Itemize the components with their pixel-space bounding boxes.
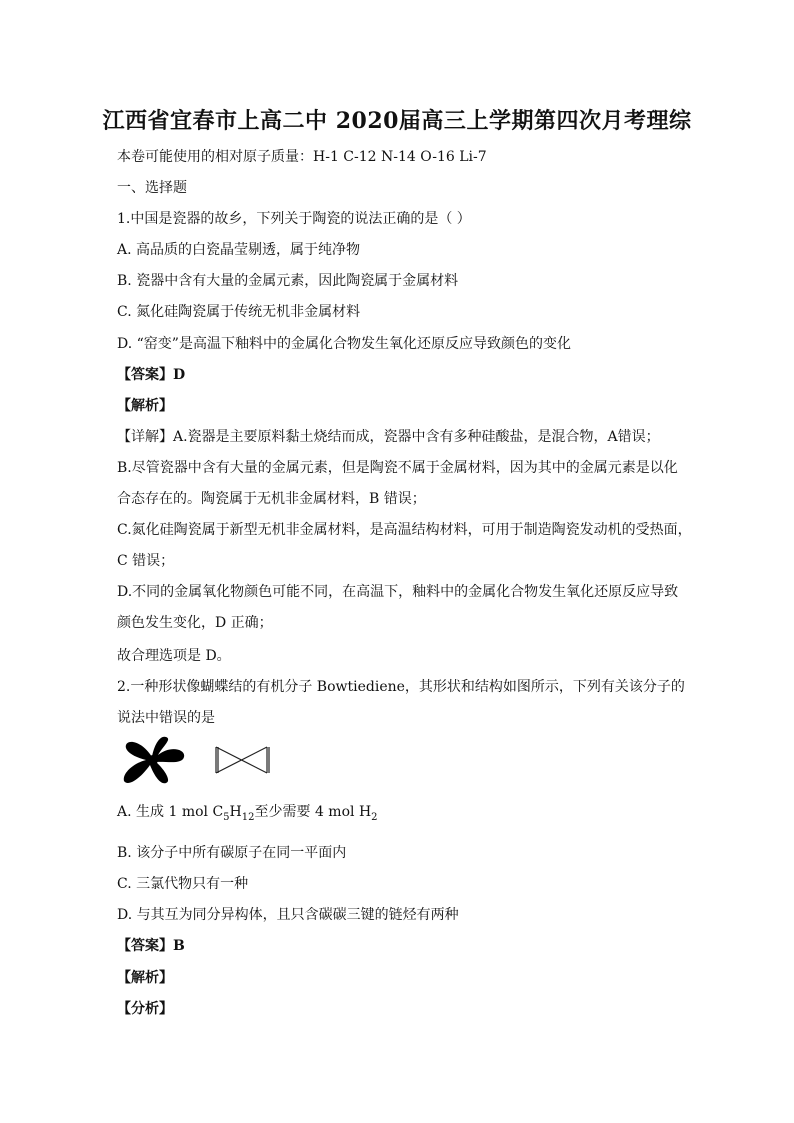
page-title: 江西省宜春市上高二中 2020届高三上学期第四次月考理综 (102, 108, 692, 134)
q1-option-c: C. 氮化硅陶瓷属于传统无机非金属材料 (117, 304, 361, 320)
section-heading: 一、选择题 (117, 180, 187, 196)
q1-option-a: A. 高品质的白瓷晶莹剔透，属于纯净物 (117, 242, 361, 258)
q1-conclusion: 故合理选项是 D。 (117, 648, 231, 664)
q2-fenxi-heading: 【分析】 (117, 1001, 173, 1017)
q1-detail-b-line2: 合态存在的。陶瓷属于无机非金属材料，B 错误； (117, 491, 426, 507)
q1-option-b: B. 瓷器中含有大量的金属元素，因此陶瓷属于金属材料 (117, 273, 459, 289)
atomic-masses-note: 本卷可能使用的相对原子质量：H-1 C-12 N-14 O-16 Li-7 (117, 149, 487, 165)
q2-option-a: A. 生成 1 mol $C_5H_{12}$至少需要 4 mol $H_2$ (117, 804, 378, 823)
bowtiediene-structure-icon (216, 747, 269, 773)
q2-stem-line2: 说法中错误的是 (117, 710, 215, 726)
q1-detail-a: 【详解】A.瓷器是主要原料黏土烧结而成，瓷器中含有多种硅酸盐，是混合物，A错误； (117, 429, 660, 445)
bowtiediene-figure (120, 735, 280, 787)
q1-stem: 1.中国是瓷器的故乡，下列关于陶瓷的说法正确的是（ ） (117, 211, 471, 227)
q2-option-b: B. 该分子中所有碳原子在同一平面内 (117, 845, 347, 861)
q2-stem-line1: 2.一种形状像蝴蝶结的有机分子 Bowtiediene，其形状和结构如图所示，下列有关该分子的 (117, 679, 685, 695)
q1-detail-d-line1: D.不同的金属氧化物颜色可能不同，在高温下，釉料中的金属化合物发生氧化还原反应导致 (117, 584, 679, 600)
q1-option-d: D. “窑变”是高温下釉料中的金属化合物发生氧化还原反应导致颜色的变化 (117, 336, 571, 352)
q1-detail-b-line1: B.尽管瓷器中含有大量的金属元素，但是陶瓷不属于金属材料，因为其中的金属元素是以化 (117, 460, 678, 476)
q1-answer: 【答案】D (117, 367, 186, 383)
q1-detail-c-line2: C 错误； (117, 553, 175, 569)
q1-detail-c-line1: C.氮化硅陶瓷属于新型无机非金属材料，是高温结构材料，可用于制造陶瓷发动机的受热面， (117, 522, 692, 538)
q2-option-d: D. 与其互为同分异构体，且只含碳碳三键的链烃有两种 (117, 907, 459, 923)
q2-answer: 【答案】B (117, 938, 185, 954)
q2-option-c: C. 三氯代物只有一种 (117, 876, 249, 892)
bowtie-silhouette-icon (124, 737, 184, 784)
q1-analysis-heading: 【解析】 (117, 398, 173, 414)
q2-analysis-heading: 【解析】 (117, 970, 173, 986)
q1-detail-d-line2: 颜色发生变化，D 正确； (117, 615, 273, 631)
